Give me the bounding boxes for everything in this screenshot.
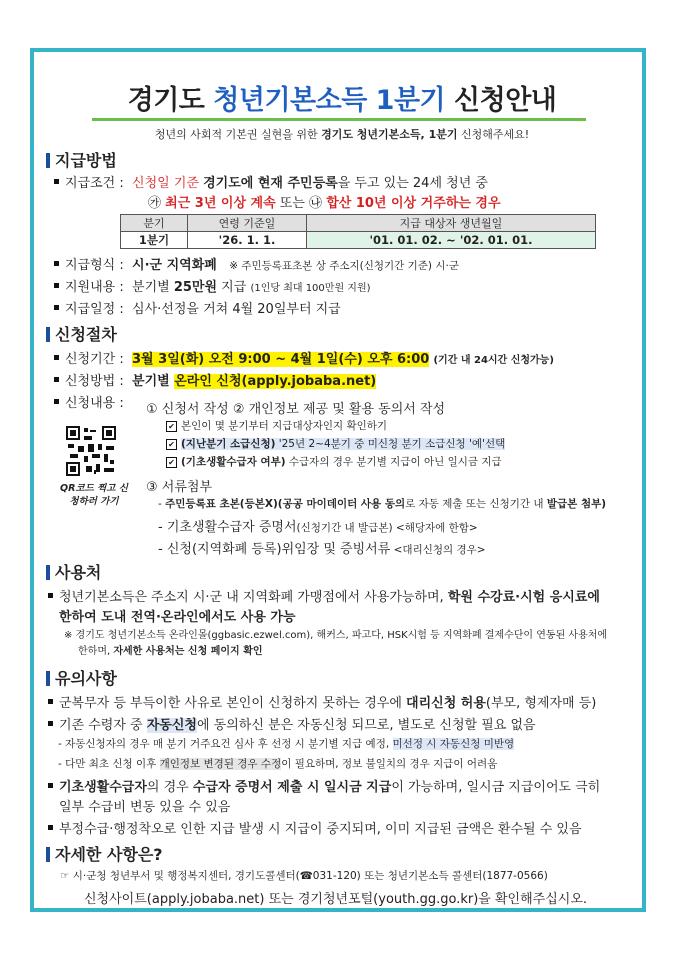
text: 심사·선정을 거쳐 4월 20일부터 지급 xyxy=(132,302,341,317)
label: 지급형식 : xyxy=(65,258,124,273)
section-procedure xyxy=(46,322,117,345)
section-payment-method xyxy=(46,148,117,171)
label: 지급일정 : xyxy=(65,302,124,317)
note: <대리신청의 경우> xyxy=(390,544,486,556)
caution-3b xyxy=(59,796,230,815)
text: 의 경우 xyxy=(146,780,193,795)
apply-step-3 xyxy=(146,476,212,495)
bullet-icon xyxy=(54,399,59,404)
payment-condition xyxy=(54,172,488,191)
contact-line-1 xyxy=(60,868,548,883)
caution-2 xyxy=(48,714,536,733)
label: 지원내용 : xyxy=(65,280,124,295)
bullet-icon xyxy=(54,283,59,288)
text-bold: 합산 10년 이상 거주하는 경우 xyxy=(326,196,501,211)
bullet-icon xyxy=(54,179,59,184)
bullet-icon xyxy=(54,355,59,360)
apply-content xyxy=(54,392,124,411)
payment-schedule xyxy=(54,298,341,317)
text-bold: 학원 수강료·시험 응시료에 xyxy=(447,590,600,605)
apply-method xyxy=(54,370,376,389)
caution-1 xyxy=(48,692,596,711)
section-bar xyxy=(46,565,50,580)
check-item-1 xyxy=(166,418,387,433)
section-bar xyxy=(46,671,50,686)
table-cell: '01. 01. 02. ~ '02. 01. 01. xyxy=(307,232,596,249)
caution-3 xyxy=(48,776,600,795)
text-bold: 최근 3년 이상 계속 xyxy=(165,196,276,211)
table-row xyxy=(121,232,596,249)
section-usage xyxy=(46,560,101,583)
title-underline xyxy=(92,118,586,121)
text: ㉮ xyxy=(148,196,166,211)
checkbox-icon: ✔ xyxy=(166,457,177,468)
text-bold: (기초생활수급자 여부) xyxy=(181,456,286,468)
note: (신청기간 내 발급본) <해당자에 한함> xyxy=(296,522,478,534)
text: 신청사이트(apply.jobaba.net) 또는 경기청년포털(youth.gg.go.kr)을 확인해주십시오. xyxy=(84,892,588,907)
apply-period xyxy=(54,348,554,367)
payment-amount xyxy=(54,276,371,295)
note: ※ 경기도 청년기본소득 온라인몰(ggbasic.ezwel.com), 해커스, 파고다, HSK시험 등 지역화폐 결제수단이 연동된 사용처에 xyxy=(64,630,608,641)
text: - 신청(지역화폐 등록)위임장 및 증빙서류 xyxy=(158,542,391,557)
section-caution xyxy=(46,666,117,689)
bullet-icon xyxy=(48,825,53,830)
qr-caption: QR코드 찍고 신청하러 가기 xyxy=(60,483,128,507)
text: 분기별 xyxy=(132,280,174,295)
section-bar xyxy=(46,847,50,862)
label: 신청방법 : xyxy=(65,374,124,389)
text: (부모, 형제자매 등) xyxy=(485,696,597,711)
section-title: 지급방법 xyxy=(55,151,117,170)
label: 지급조건 : xyxy=(65,176,124,191)
text-bold: 수급자 증명서 제출 시 일시금 지급 xyxy=(192,780,392,795)
text: 일부 수급비 변동 있을 수 있음 xyxy=(59,800,231,815)
text-bold: 분기별 xyxy=(132,374,175,389)
age-table xyxy=(120,214,596,249)
text: 로 자동 제출 또는 신청기간 내 xyxy=(405,498,547,510)
qr-code-icon[interactable] xyxy=(66,426,116,476)
text: 지급 xyxy=(217,280,251,295)
table-header: 분기 xyxy=(121,215,188,232)
text: 또는 ㉯ xyxy=(275,196,327,211)
text-bold: 대리신청 허용 xyxy=(406,696,486,711)
caution-2b xyxy=(58,756,497,771)
text: ☞ 시·군청 청년부서 및 행정복지센터, 경기도콜센터(☎031-120) 또는 청년기본소득 콜센터(1877-0566) xyxy=(60,870,548,882)
text-bold: 경기도에 현재 주민등록 xyxy=(203,176,338,191)
text: 청년기본소득은 주소지 시·군 내 지역화폐 가맹점에서 사용가능하며, xyxy=(59,590,448,605)
bullet-icon xyxy=(54,377,59,382)
title-suffix: 신청안내 xyxy=(445,85,557,116)
check-item-2 xyxy=(166,436,505,451)
text-bold: 발급본 첨부) xyxy=(546,498,607,510)
subtitle xyxy=(34,126,650,142)
checkbox-icon: ✔ xyxy=(166,439,177,450)
bullet-icon xyxy=(48,699,53,704)
subtitle-bold: 경기도 청년기본소득, 1분기 xyxy=(321,128,458,141)
note: 한하며, xyxy=(78,646,114,657)
text: '25년 2~4분기 중 미신청 분기 소급신청 '예'선택 xyxy=(275,438,506,450)
note: (기간 내 24시간 신청가능) xyxy=(433,355,554,366)
apply-link[interactable]: 온라인 신청(apply.jobaba.net) xyxy=(174,374,377,389)
section-contact xyxy=(46,842,163,865)
caution-4 xyxy=(48,818,582,837)
text-bold: 시·군 지역화폐 xyxy=(132,258,217,273)
text: - xyxy=(158,498,166,510)
text: 군복무자 등 부득이한 사유로 본인이 신청하지 못하는 경우에 xyxy=(59,696,407,711)
section-title: 자세한 사항은? xyxy=(55,845,163,864)
payment-form xyxy=(54,254,459,273)
usage-note-2 xyxy=(78,642,263,657)
payment-condition-2 xyxy=(148,192,501,211)
usage-line-1 xyxy=(48,586,600,605)
text: 본인이 몇 분기부터 지급대상자인지 확인하기 xyxy=(181,420,388,432)
section-title: 신청절차 xyxy=(55,325,117,344)
table-header: 연령 기준일 xyxy=(188,215,307,232)
bullet-icon xyxy=(54,261,59,266)
text: 수급자의 경우 분기별 지급이 아닌 일시금 지급 xyxy=(285,456,502,468)
section-bar xyxy=(46,327,50,342)
title-prefix: 경기도 xyxy=(127,85,214,116)
doc-item-3 xyxy=(158,538,486,557)
text: 을 두고 있는 24세 청년 중 xyxy=(337,176,488,191)
note: (1인당 최대 100만원 지원) xyxy=(250,283,371,294)
usage-line-2 xyxy=(59,606,296,625)
subtitle-post: 신청해주세요! xyxy=(457,128,530,141)
text-bold: 자동신청 xyxy=(146,718,197,733)
page-title xyxy=(34,78,650,117)
text: - 자동신청자의 경우 매 분기 거주요건 심사 후 선정 시 분기별 지급 예정, xyxy=(58,738,393,750)
text-highlight: 미선정 시 자동신청 미반영 xyxy=(392,738,515,750)
note: ※ 주민등록표초본 상 주소지(신청기간 기준) 시·군 xyxy=(229,260,459,272)
bullet-icon xyxy=(48,783,53,788)
bullet-icon xyxy=(54,305,59,310)
bullet-icon xyxy=(48,593,53,598)
text-bold: (지난분기 소급신청) xyxy=(181,438,276,450)
section-bar xyxy=(46,153,50,168)
text-bold: 25만원 xyxy=(173,280,218,295)
label: 신청기간 : xyxy=(65,352,124,367)
title-highlight: 청년기본소득 1분기 xyxy=(213,85,446,116)
doc-item-1 xyxy=(158,496,606,511)
text-highlight: 개인정보 변경된 경우 수정 xyxy=(159,758,282,770)
text: ③ 서류첨부 xyxy=(146,480,213,495)
table-header-row xyxy=(121,215,596,232)
text: 이 필요하며, 정보 불일치의 경우 지급이 어려움 xyxy=(281,758,498,770)
section-title: 사용처 xyxy=(55,563,102,582)
text: 기존 수령자 중 xyxy=(59,718,147,733)
note-bold: 자세한 사용처는 신청 페이지 확인 xyxy=(113,646,263,657)
text: - 다만 최초 신청 이후 xyxy=(58,758,160,770)
caution-2a xyxy=(58,736,514,751)
text: 이 가능하며, 일시금 지급이어도 극히 xyxy=(391,780,601,795)
bullet-icon xyxy=(48,721,53,726)
text-bold: 3월 3일(화) 오전 9:00 ~ 4월 1일(수) 오후 6:00 xyxy=(132,352,430,367)
text-bold: 주민등록표 초본(등본X)(공공 마이데이터 사용 동의 xyxy=(165,498,406,510)
text-bold: 한하여 도내 전역·온라인에서도 사용 가능 xyxy=(59,610,296,625)
contact-line-2 xyxy=(84,888,587,907)
label: 신청내용 : xyxy=(65,396,124,411)
text: 부정수급·행정착오로 인한 지급 발생 시 지급이 중지되며, 이미 지급된 금액은 환수될 수 있음 xyxy=(59,822,582,837)
section-title: 유의사항 xyxy=(55,669,117,688)
text: 에 동의하신 분은 자동신청 되므로, 별도로 신청할 필요 없음 xyxy=(196,718,536,733)
checkbox-icon: ✔ xyxy=(166,421,177,432)
subtitle-pre: 청년의 사회적 기본권 실현을 위한 xyxy=(154,128,322,141)
notice-frame xyxy=(30,48,646,912)
text: - 기초생활수급자 증명서 xyxy=(158,520,297,535)
check-item-3 xyxy=(166,454,502,469)
text-bold: 기초생활수급자 xyxy=(59,780,147,795)
usage-note-1 xyxy=(64,626,607,641)
table-header: 지급 대상자 생년월일 xyxy=(307,215,596,232)
doc-item-2 xyxy=(158,516,478,535)
table-cell: '26. 1. 1. xyxy=(188,232,307,249)
text: 신청일 기준 xyxy=(132,176,204,191)
table-cell: 1분기 xyxy=(121,232,188,249)
apply-step-1-2 xyxy=(146,398,445,417)
text: ① 신청서 작성 ② 개인정보 제공 및 활용 동의서 작성 xyxy=(146,402,446,417)
